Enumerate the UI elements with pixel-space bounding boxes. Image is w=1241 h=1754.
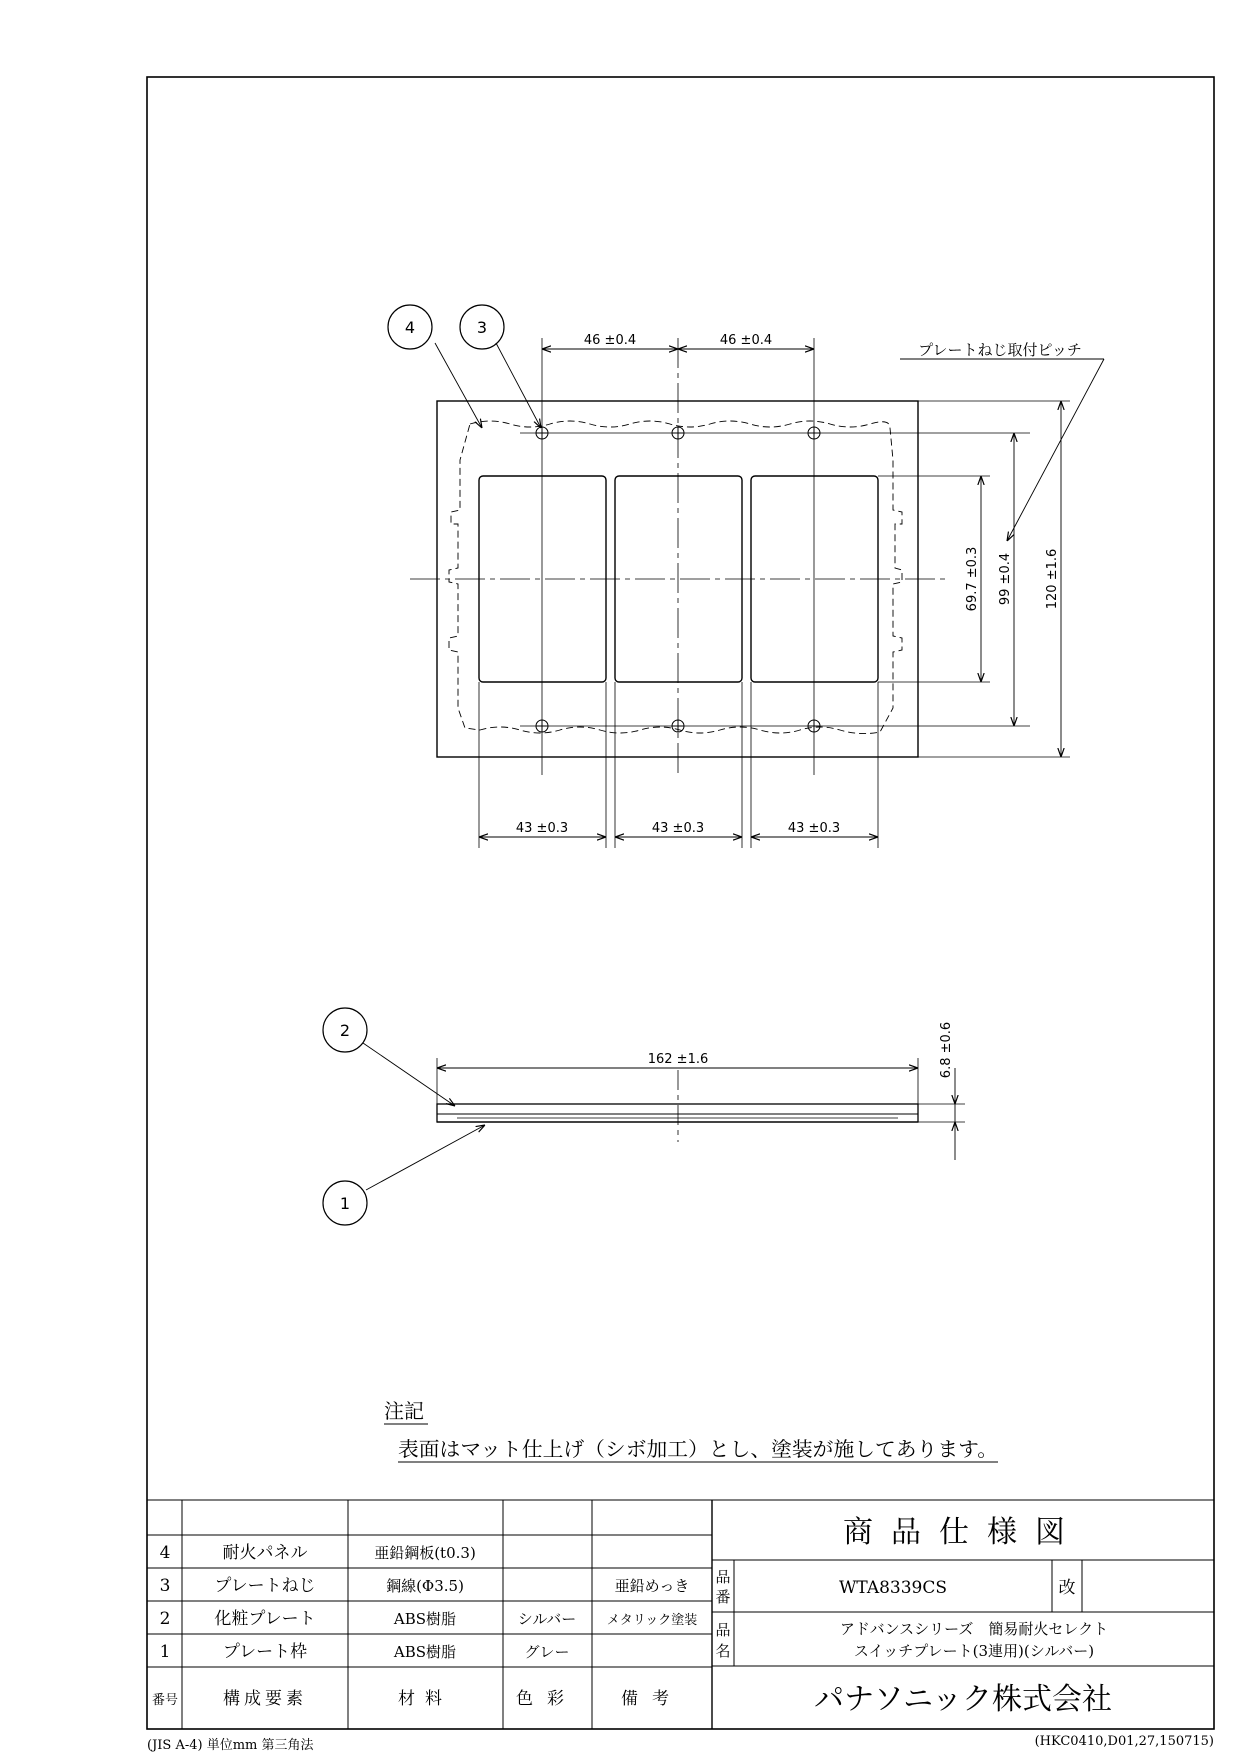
side-view	[323, 1008, 965, 1225]
dim-height-opening: 69.7 ±0.3	[965, 546, 980, 612]
header-no: 番号	[151, 1693, 179, 1708]
plate-side-outline	[437, 1104, 918, 1122]
row-2-no: 2	[159, 1609, 171, 1629]
side-view-labels	[340, 1021, 954, 1213]
name-label-1: 品	[715, 1621, 731, 1639]
row-2-material: ABS樹脂	[393, 1610, 457, 1628]
footer-right: (HKC0410,D01,27,150715)	[1034, 1734, 1214, 1749]
dim-opening-2: 43 ±0.3	[651, 821, 705, 836]
notes-text: 表面はマット仕上げ（シボ加工）とし、塗装が施してあります。	[398, 1437, 999, 1461]
product-name-line-1: アドバンスシリーズ 簡易耐火セレクト	[839, 1620, 1109, 1638]
dim-pitch-left: 46 ±0.4	[583, 333, 637, 348]
company-name: パナソニック株式会社	[814, 1682, 1112, 1717]
balloon-4-label: 4	[404, 318, 416, 337]
footer-left: (JIS A-4) 単位mm 第三角法	[147, 1738, 314, 1753]
row-2-component: 化粧プレート	[214, 1609, 316, 1629]
row-4-component: 耐火パネル	[222, 1543, 308, 1563]
revision-label: 改	[1058, 1578, 1076, 1598]
notes	[384, 1399, 998, 1462]
sheet-frame	[147, 77, 1214, 1729]
header-color: 色彩	[516, 1689, 578, 1709]
dim-height-screws: 99 ±0.4	[998, 552, 1013, 606]
product-name-line-2: スイッチプレート(3連用)(シルバー)	[853, 1642, 1095, 1660]
opening-1	[479, 476, 606, 682]
front-view	[388, 305, 1104, 848]
callout-screw-pitch: プレートねじ取付ピッチ	[918, 341, 1082, 359]
row-4-no: 4	[159, 1543, 171, 1563]
row-3-no: 3	[159, 1576, 171, 1596]
dim-opening-1: 43 ±0.3	[515, 821, 569, 836]
notes-heading: 注記	[384, 1399, 424, 1423]
row-2-remarks: メタリック塗装	[606, 1613, 698, 1628]
dim-pitch-right: 46 ±0.4	[719, 333, 773, 348]
header-remarks: 備考	[621, 1689, 683, 1709]
dim-opening-3: 43 ±0.3	[787, 821, 841, 836]
row-3-material: 鋼線(Φ3.5)	[386, 1577, 464, 1595]
row-1-material: ABS樹脂	[393, 1643, 457, 1661]
row-1-color: グレー	[524, 1643, 570, 1661]
header-component: 構成要素	[223, 1689, 307, 1709]
name-label-2: 名	[715, 1642, 731, 1660]
row-4-material: 亜鉛鋼板(t0.3)	[374, 1544, 476, 1562]
balloon-1-label: 1	[339, 1194, 351, 1213]
row-3-component: プレートねじ	[214, 1576, 316, 1596]
row-1-no: 1	[159, 1642, 171, 1662]
part-no-label-2: 番	[715, 1588, 731, 1606]
dim-thickness: 6.8 ±0.6	[939, 1021, 954, 1079]
title: 商品仕様図	[843, 1515, 1083, 1550]
front-view-labels	[405, 318, 1082, 836]
balloon-2-label: 2	[339, 1021, 351, 1040]
row-2-color: シルバー	[517, 1610, 577, 1628]
fire-panel-outline	[449, 421, 902, 734]
header-material: 材料	[398, 1689, 452, 1709]
row-1-component: プレート枠	[222, 1642, 308, 1662]
dim-width-plate: 162 ±1.6	[647, 1052, 709, 1067]
part-no: WTA8339CS	[838, 1578, 948, 1598]
title-block	[715, 1515, 1111, 1717]
balloon-3-label: 3	[476, 318, 488, 337]
part-no-label-1: 品	[715, 1568, 731, 1586]
row-3-remarks: 亜鉛めっき	[614, 1577, 690, 1595]
dim-height-plate: 120 ±1.6	[1045, 548, 1060, 610]
opening-2	[615, 476, 742, 682]
